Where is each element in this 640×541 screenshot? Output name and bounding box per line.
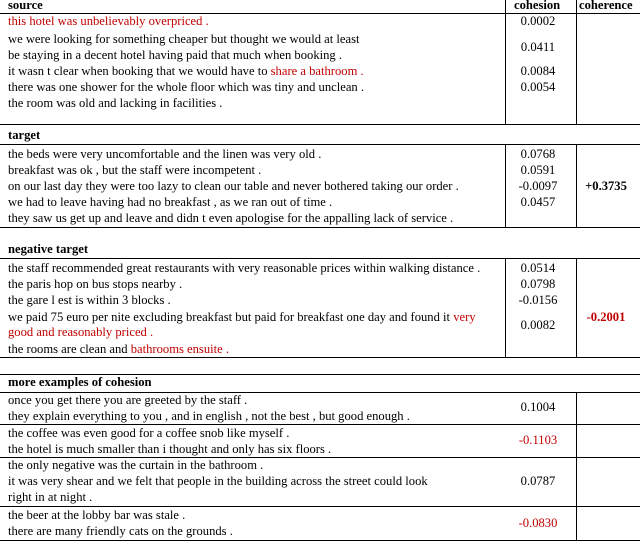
example-3-line-2: it was very shear and we felt that people in the building across the street could look <box>8 474 428 488</box>
target-sentence-4: we had to leave having had no breakfast , as we ran out of time . <box>8 195 333 209</box>
example-2-line-1: the coffee was even good for a coffee snob like myself . <box>8 426 290 440</box>
source-score-1: 0.0002 <box>520 14 556 28</box>
target-sentence-2: breakfast was ok , but the staff were incompetent . <box>8 163 262 177</box>
rule-target-end <box>0 227 640 228</box>
example-4-line-1: the beer at the lobby bar was stale . <box>8 508 186 522</box>
example-1-line-1: once you get there you are greeted by the staff . <box>8 393 248 407</box>
negative-sentence-4a: we paid 75 euro per nite excluding breakfast but paid for breakfast one day and found it very <box>8 310 476 324</box>
rule-target-start <box>0 144 640 145</box>
source-sentence-5: the room was old and lacking in facilities . <box>8 96 223 110</box>
target-heading: target <box>8 128 41 142</box>
source-sentence-3: it wasn t clear when booking that we would have to share a bathroom . <box>8 64 364 78</box>
example-4-score: -0.0830 <box>518 516 558 530</box>
target-sentence-1: the beds were very uncomfortable and the linen was very old . <box>8 147 322 161</box>
header-cohesion: cohesion <box>514 0 561 12</box>
target-sentence-5: they saw us get up and leave and didn t even apologise for the appalling lack of service . <box>8 211 454 225</box>
target-coherence: +0.3735 <box>585 179 627 193</box>
negative-score-1: 0.0514 <box>520 261 556 275</box>
example-3-line-1: the only negative was the curtain in the bathroom . <box>8 458 264 472</box>
negative-score-2: 0.0798 <box>520 277 556 291</box>
negative-sentence-5: the rooms are clean and bathrooms ensuite . <box>8 342 230 356</box>
example-4-line-2: there are many friendly cats on the grounds . <box>8 524 233 538</box>
source-sentence-2b: be staying in a decent hotel having paid that much when booking . <box>8 48 343 62</box>
negative-target-heading: negative target <box>8 242 89 256</box>
example-3-line-3: right in at night . <box>8 490 93 504</box>
rule-group-1-end <box>0 424 640 425</box>
source-score-2: 0.0411 <box>520 40 556 54</box>
header-coherence: coherence <box>579 0 633 12</box>
negative-sentence-4b: good and reasonably priced . <box>8 325 154 339</box>
rule-negative-end <box>0 357 640 358</box>
example-3-score: 0.0787 <box>520 474 556 488</box>
rule-group-3-end <box>0 506 640 507</box>
target-sentence-3: on our last day they were too lazy to clean our table and never bothered taking our order . <box>8 179 459 193</box>
target-score-3: -0.0097 <box>518 179 558 193</box>
negative-score-3: -0.0156 <box>518 293 558 307</box>
target-score-4: 0.0457 <box>520 195 556 209</box>
source-sentence-1: this hotel was unbelievably overpriced . <box>8 14 209 28</box>
negative-sentence-1: the staff recommended great restaurants with very reasonable prices within walking distance . <box>8 261 481 275</box>
target-score-1: 0.0768 <box>520 147 556 161</box>
source-sentence-4: there was one shower for the whole floor which was tiny and unclean . <box>8 80 365 94</box>
rule-negative-start <box>0 258 640 259</box>
negative-score-4: 0.0082 <box>520 318 556 332</box>
example-2-line-2: the hotel is much smaller than i thought and only has six floors . <box>8 442 332 456</box>
rule-source-end <box>0 124 640 125</box>
negative-coherence: -0.2001 <box>586 310 626 324</box>
source-score-3: 0.0084 <box>520 64 556 78</box>
target-score-2: 0.0591 <box>520 163 556 177</box>
example-2-score: -0.1103 <box>518 433 558 447</box>
example-1-line-2: they explain everything to you , and in english , not the best , but good enough . <box>8 409 410 423</box>
negative-sentence-3: the gare l est is within 3 blocks . <box>8 293 171 307</box>
header-source: source <box>8 0 43 12</box>
source-score-4: 0.0054 <box>520 80 556 94</box>
negative-sentence-2: the paris hop on bus stops nearby . <box>8 277 183 291</box>
more-examples-heading: more examples of cohesion <box>8 375 152 389</box>
source-sentence-2a: we were looking for something cheaper but thought we would at least <box>8 32 360 46</box>
example-1-score: 0.1004 <box>520 400 556 414</box>
